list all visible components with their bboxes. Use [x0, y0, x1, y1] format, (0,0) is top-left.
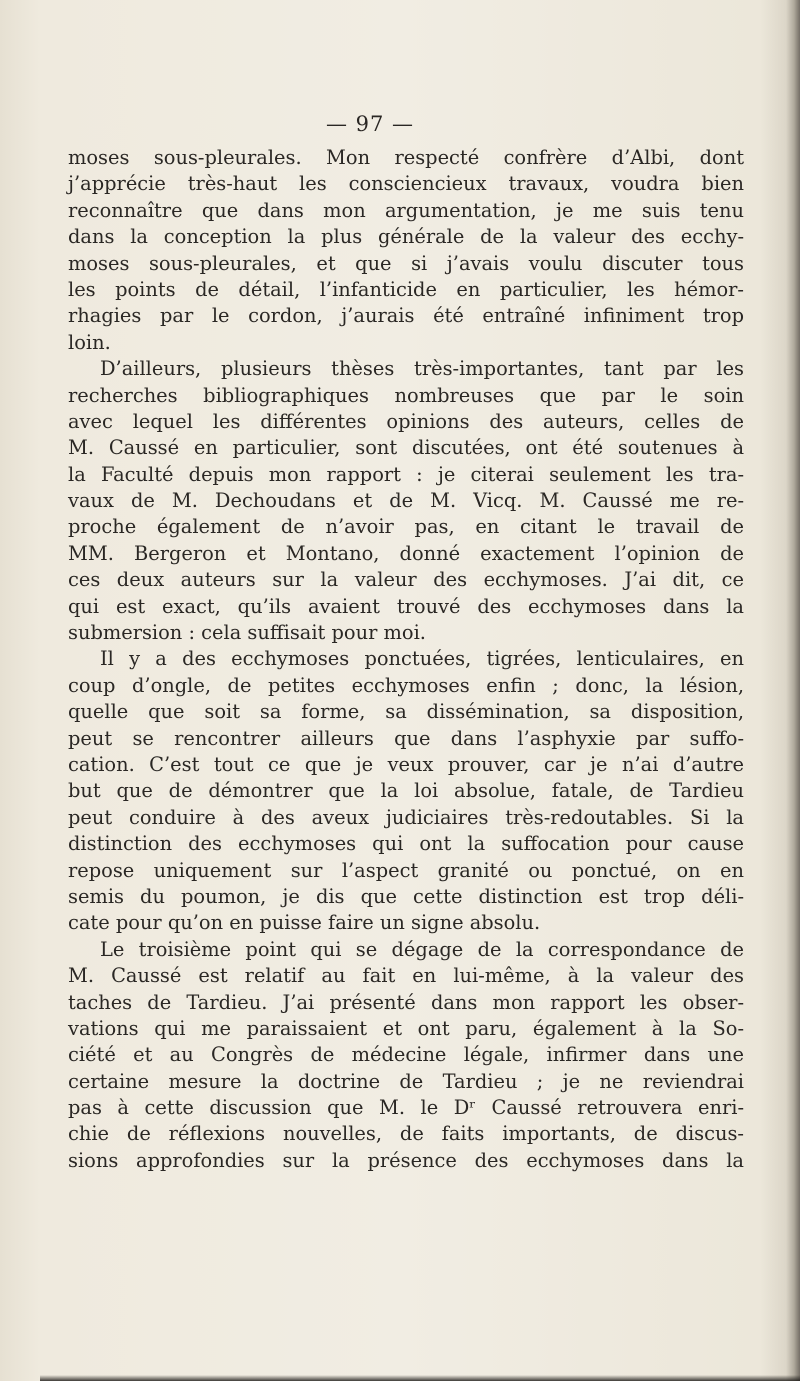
page-number: — 97 — [325, 112, 415, 136]
text-line: MM. Bergeron et Montano, donné exactement l’opinion de [68, 541, 744, 565]
text-line: taches de Tardieu. J’ai présenté dans mon rapport les obser- [68, 990, 744, 1014]
text-line: peut se rencontrer ailleurs que dans l’asphyxie par suffo- [68, 726, 744, 750]
text-line: coup d’ongle, de petites ecchymoses enfin ; donc, la lésion, [68, 673, 744, 697]
text-line: M. Caussé est relatif au fait en lui-même, à la valeur des [68, 964, 744, 988]
text-line: moses sous-pleurales, et que si j’avais voulu discuter tous [68, 251, 744, 275]
text-line: distinction des ecchymoses qui ont la suffocation pour cause [68, 832, 744, 856]
text-line: Le troisième point qui se dégage de la correspondance de [100, 937, 744, 961]
text-line: submersion : cela suffisait pour moi. [68, 621, 426, 645]
text-line: chie de réflexions nouvelles, de faits importants, de discus- [68, 1122, 744, 1146]
text-line: pas à cette discussion que M. le Dʳ Caussé retrouvera enri- [68, 1096, 744, 1120]
page-spine-shadow [786, 0, 800, 1381]
page-bottom-edge [40, 1375, 800, 1381]
text-line: certaine mesure la doctrine de Tardieu ; je ne reviendrai [68, 1069, 744, 1093]
text-line: avec lequel les différentes opinions des auteurs, celles de [68, 409, 744, 433]
text-line: j’apprécie très-haut les consciencieux travaux, voudra bien [68, 172, 744, 196]
text-line: peut conduire à des aveux judiciaires très-redoutables. Si la [68, 805, 744, 829]
text-line: rhagies par le cordon, j’aurais été entraîné infiniment trop [68, 304, 744, 328]
text-line: reconnaître que dans mon argumentation, je me suis tenu [68, 198, 744, 222]
body-text [68, 145, 744, 1174]
text-line: D’ailleurs, plusieurs thèses très-importantes, tant par les [100, 357, 744, 381]
text-line: qui est exact, qu’ils avaient trouvé des ecchymoses dans la [68, 594, 744, 618]
text-line: semis du poumon, je dis que cette distinction est trop déli- [68, 884, 744, 908]
text-line: but que de démontrer que la loi absolue, fatale, de Tardieu [68, 779, 744, 803]
text-line: ces deux auteurs sur la valeur des ecchymoses. J’ai dit, ce [68, 568, 744, 592]
text-line: dans la conception la plus générale de la valeur des ecchy- [68, 225, 744, 249]
text-line: vations qui me paraissaient et ont paru, également à la So- [68, 1016, 744, 1040]
text-line: recherches bibliographiques nombreuses que par le soin [68, 383, 744, 407]
text-line: loin. [68, 330, 111, 354]
text-line: les points de détail, l’infanticide en particulier, les hémor- [68, 277, 744, 301]
text-line: moses sous-pleurales. Mon respecté confrère d’Albi, dont [68, 146, 744, 169]
text-line: vaux de M. Dechoudans et de M. Vicq. M. Caussé me re- [68, 489, 744, 513]
text-line: repose uniquement sur l’aspect granité ou ponctué, on en [68, 858, 744, 882]
text-line: cate pour qu’on en puisse faire un signe absolu. [68, 911, 541, 935]
text-line: M. Caussé en particulier, sont discutées, ont été soutenues à [68, 436, 744, 460]
text-line: Il y a des ecchymoses ponctuées, tigrées, lenticulaires, en [100, 647, 744, 671]
text-line: proche également de n’avoir pas, en citant le travail de [68, 515, 744, 539]
text-line: cation. C’est tout ce que je veux prouver, car je n’ai d’autre [68, 752, 744, 776]
text-line: sions approfondies sur la présence des ecchymoses dans la [68, 1148, 744, 1172]
text-line: quelle que soit sa forme, sa dissémination, sa disposition, [68, 700, 744, 724]
text-line: ciété et au Congrès de médecine légale, infirmer dans une [68, 1043, 744, 1067]
text-line: la Faculté depuis mon rapport : je citerai seulement les tra- [68, 462, 744, 486]
